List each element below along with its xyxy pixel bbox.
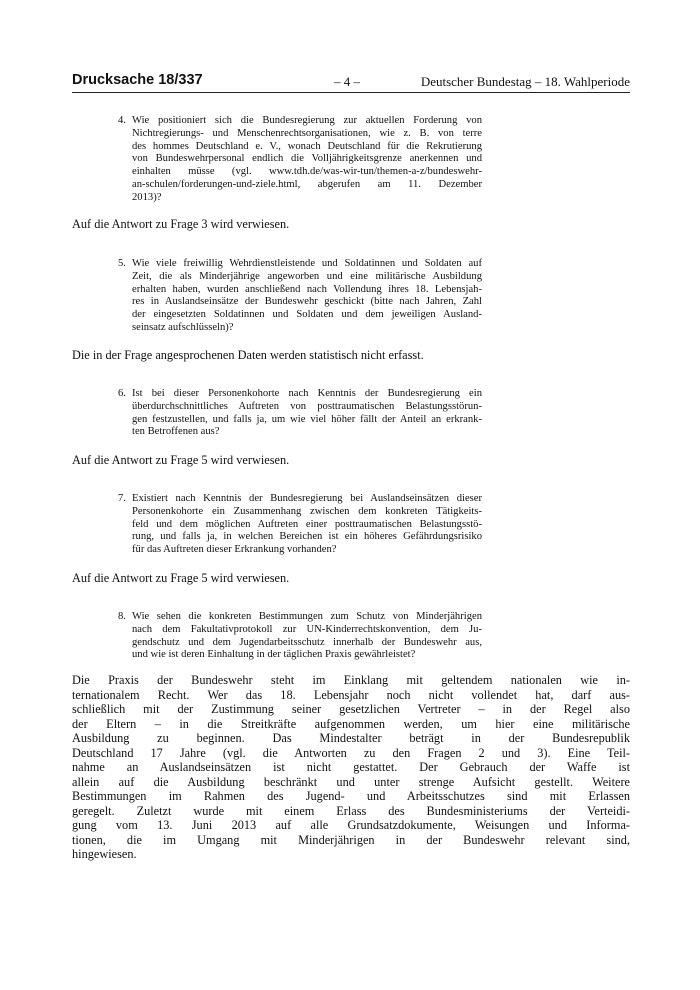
question-number: 5. — [118, 258, 126, 269]
question-text: Wie viele freiwillig Wehrdienstleistende und Soldatinnen und Soldaten auf Zeit, die als Minderjährige angeworben und eine militärische Ausbildung erhalten haben, wurden anschließend nach Vollendung ihres 18. Lebensjah- res in Auslandseinsätze der Bundeswehr geschickt (bitte nach Jahren, Zahl der eingesetzten Soldatinnen und Soldaten und dem jeweiligen Ausland- seinsatz aufschlüsseln)? — [132, 258, 482, 333]
page-header — [72, 72, 630, 92]
document-number: Drucksache 18/337 — [72, 72, 203, 88]
question-text: Wie sehen die konkreten Bestimmungen zum Schutz von Minderjährigen nach dem Fakultativprotokoll zur UN-Kinderrechtskonvention, dem Ju- gendschutz und dem Jugendarbeitsschutz innerhalb der Bundeswehr aus, und wie ist deren Einhaltung in der täglichen Praxis gewährleistet? — [132, 611, 482, 661]
question-number: 6. — [118, 388, 126, 399]
question-text: Wie positioniert sich die Bundesregierung zur aktuellen Forderung von Nichtregierungs- und Menschenrechtsorganisationen, wie z. B. von terre des hommes Deutschland e. V., wonach Deutschland für die Rekrutierung von Bundeswehrpersonal endlich die Volljährigkeitsgrenze anerkennen und einhalten müsse (vgl. www.tdh.de/was-wir-tun/themen-a-z/bundeswehr- an-schulen/forderungen-und-ziele.html, abgerufen am 11. Dezember 2013)? — [132, 115, 482, 203]
header-rule — [72, 92, 630, 93]
question-4 — [118, 115, 482, 205]
answer-8: Die Praxis der Bundeswehr steht im Einklang mit geltendem nationalen wie in- ternationalem Recht. Wer das 18. Lebensjahr noch nicht vollendet hat, darf aus- schließlich mit der Zustimmung seiner gesetzlichen Vertreter – in der Regel also der Eltern – in die Streitkräfte aufgenommen werden, um hier eine militärische Ausbildung zu beginnen. Das Mindestalter beträgt in der Bundesrepublik Deutschland 17 Jahre (vgl. die Antworten zu den Fragen 2 und 3). Eine Teil- nahme an Auslandseinsätzen ist nicht gestattet. Der Gebrauch der Waffe ist allein auf die Ausbildung beschränkt und unter strenge Aufsicht gestellt. Weitere Bestimmungen im Rahmen des Jugend- und Arbeitsschutzes sind mit Erlassen geregelt. Zuletzt wurde mit einem Erlass des Bundesministeriums der Verteidi- gung vom 13. Juni 2013 auf alle Grundsatzdokumente, Weisungen und Informa- tionen, die im Umgang mit Minderjährigen in der Bundeswehr relevant sind, hingewiesen. — [72, 673, 630, 861]
question-number: 4. — [118, 115, 126, 126]
question-text: Existiert nach Kenntnis der Bundesregierung bei Auslandseinsätzen dieser Personenkohorte ein Zusammenhang zwischen dem konkreten Tätigkeits- feld und dem möglichen Auftreten einer posttraumatischen Belastungsstö- rung, und falls ja, in welchen Bereichen ist ein höheres Gefährdungsrisiko für das Auftreten dieser Erkrankung vorhanden? — [132, 493, 482, 556]
question-7 — [118, 493, 482, 557]
question-number: 8. — [118, 611, 126, 622]
question-6 — [118, 388, 482, 439]
answer-4: Auf die Antwort zu Frage 3 wird verwiesen. — [72, 217, 290, 231]
question-8 — [118, 611, 482, 662]
question-5 — [118, 258, 482, 335]
question-text: Ist bei dieser Personenkohorte nach Kenntnis der Bundesregierung ein überdurchschnittliches Auftreten von posttraumatischen Belastungsstörun- gen festzustellen, und falls ja, um wie viel höher fällt der Anteil an erkrank- ten Betroffenen aus? — [132, 388, 482, 438]
answer-5: Die in der Frage angesprochenen Daten werden statistisch nicht erfasst. — [72, 348, 424, 362]
answer-7: Auf die Antwort zu Frage 5 wird verwiesen. — [72, 571, 290, 585]
page-number: – 4 – — [334, 74, 360, 89]
question-number: 7. — [118, 493, 126, 504]
answer-6: Auf die Antwort zu Frage 5 wird verwiesen. — [72, 453, 290, 467]
institution-label: Deutscher Bundestag – 18. Wahlperiode — [420, 74, 630, 89]
